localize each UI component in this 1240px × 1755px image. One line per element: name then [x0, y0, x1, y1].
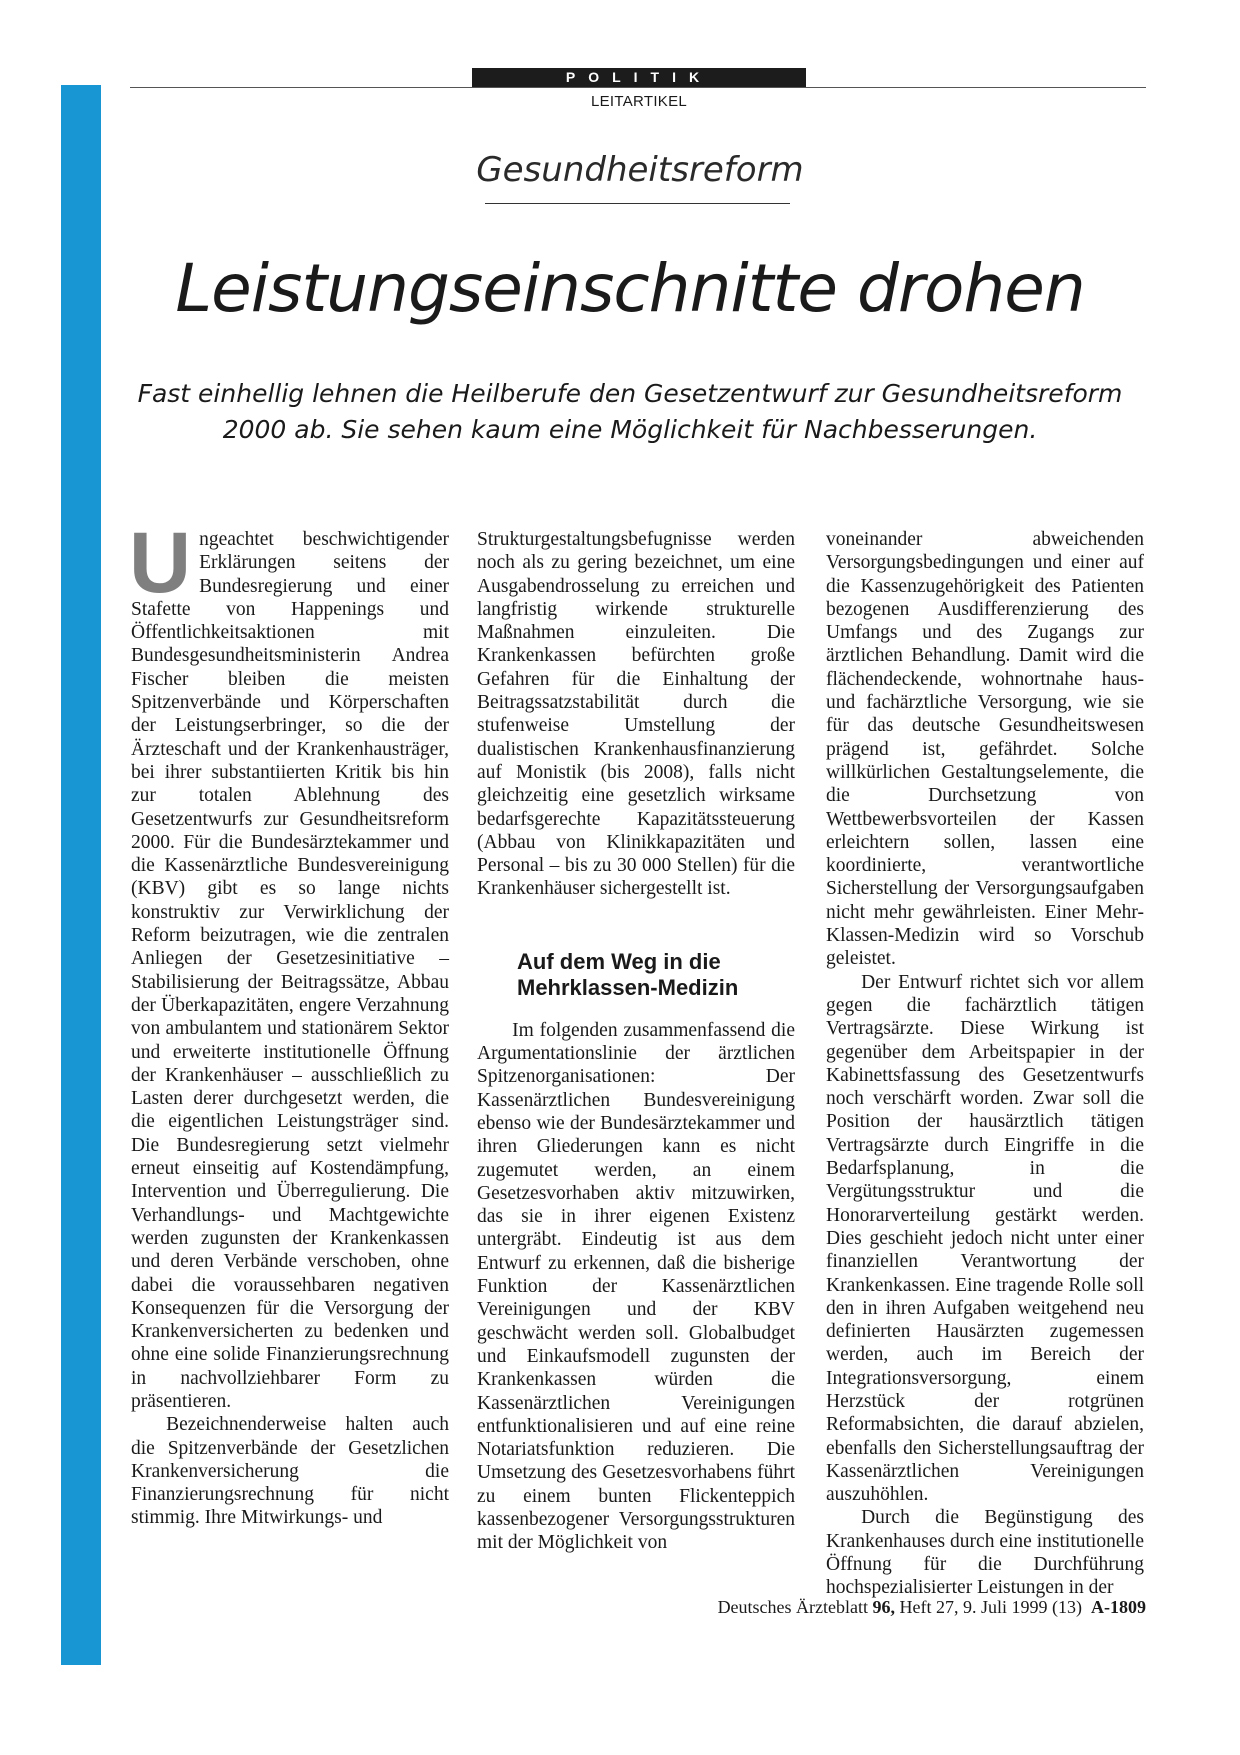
- side-color-bar: [61, 85, 101, 1665]
- page-footer: [600, 1597, 1146, 1618]
- issue-info: Heft 27, 9. Juli 1999 (13): [899, 1597, 1082, 1617]
- paragraph: voneinander abweichenden Versorgungsbedingungen und einer auf die Kassenzugehörigkeit des Patienten bezogenen Ausdifferenzierung des Umfangs und des Zugangs zur ärztlichen Behandlung. Damit wird die flächendeckende, wohnortnahe haus- und fachärztliche Versorgung, wie sie für das deutsche Gesundheitswesen prägend ist, gefährdet. Solche willkürlichen Gestaltungselemente, die die Durchsetzung von Wettbewerbsvorteilen der Kassen erleichtern sollen, lassen eine koordinierte, verantwortliche Sicherstellung der Versorgungsaufgaben nicht mehr gewährleisten. Einer Mehr-Klassen-Medizin wird so Vorschub geleistet.: [826, 529, 1144, 970]
- article-rubric: Gesundheitsreform: [476, 150, 804, 190]
- subheading-line: Auf dem Weg in die: [517, 948, 721, 974]
- subheading-line: Mehrklassen-Medizin: [517, 974, 739, 1000]
- paragraph: Der Entwurf richtet sich vor allem gegen die fachärztlich tätigen Vertragsärzte. Diese Wirkung ist gegenüber dem Arbeitspapier in der Kabinettsfassung des Gesetzentwurfs noch verschärft worden. Zwar soll die Position der hausärztlich tätigen Vertragsärzte durch Eingriffe in die Bedarfsplanung, in die Vergütungsstruktur und die Honorarverteilung gestärkt werden. Dies geschieht jedoch nicht unter einer finanziellen Verantwortung der Krankenkassen. Eine tragende Rolle soll den in ihren Aufgaben weitgehend neu definierten Hausärzten zugemessen werden, auch im Bereich der Integrationsversorgung, einem Herzstück der rotgrünen Reformabsichten, die darauf abzielen, ebenfalls den Sicherstellungsauftrag der Kassenärztlichen Vereinigungen auszuhöhlen.: [826, 971, 1144, 1506]
- journal-name: Deutsches Ärzteblatt: [717, 1597, 869, 1617]
- page-number: A-1809: [1091, 1597, 1146, 1617]
- paragraph: Durch die Begünstigung des Krankenhauses durch eine institutionelle Öffnung für die Durchführung hochspezialisierter Leistungen in der: [826, 1507, 1144, 1599]
- drop-cap: U: [129, 515, 192, 611]
- rubric-underline: [485, 203, 790, 204]
- paragraph: ngeachtet beschwichtigender Erklärungen seitens der Bundesregierung und einer Stafette von Happenings und Öffentlichkeitsaktionen mit Bundesgesundheitsministerin Andrea Fischer bleiben die meisten Spitzenverbände und Körperschaften der Leistungserbringer, so die der Ärzteschaft und der Krankenhausträger, bei ihrer substantiierten Kritik bis hin zur totalen Ablehnung des Gesetzentwurfs zur Gesundheitsreform 2000. Für die Bundesärztekammer und die Kassenärztliche Bundesvereinigung (KBV) gibt es so lange nichts konstruktiv zur Verwirklichung der Reform beizutragen, wie die zentralen Anliegen der Gesetzesinitiative – Stabilisierung der Beitragssätze, Abbau der Überkapazitäten, engere Verzahnung von ambulantem und stationärem Sektor und erweiterte institutionelle Öffnung der Krankenhäuser – ausschließlich zu Lasten derer durchgesetzt werden, die die eigentlichen Leistungsträger sind. Die Bundesregierung setzt vielmehr erneut einseitig auf Kostendämpfung, Intervention und Überregulierung. Die Verhandlungs- und Machtgewichte werden zugunsten der Krankenkassen und deren Verbände verschoben, ohne dabei die voraussehbaren negativen Konsequenzen für die Versorgung der Krankenversicherten zu bedenken und ohne eine solide Finanzierungsrechnung in nachvollziehbarer Form zu präsentieren.: [131, 529, 449, 1412]
- text-column-1: [129, 515, 449, 1568]
- paragraph: Bezeichnenderweise halten auch die Spitzenverbände der Gesetzlichen Krankenversicherung die Finanzierungsrechnung für nicht stimmig. Ihre Mitwirkungs- und: [131, 1414, 449, 1529]
- kicker-label: LEITARTIKEL: [590, 93, 688, 110]
- article-lead: Fast einhellig lehnen die Heilberufe den Gesetzentwurf zur Gesundheitsreform 2000 ab. Sie sehen kaum eine Möglichkeit für Nachbesserungen.: [137, 379, 1123, 444]
- text-column-3: [826, 528, 1144, 1599]
- paragraph: Im folgenden zusammenfassend die Argumentationslinie der ärztlichen Spitzenorganisationen: Der Kassenärztlichen Bundesvereinigung ebenso wie der Bundesärztekammer und ihren Gliederungen kann es nicht zugemutet werden, an einem Gesetzesvorhaben aktiv mitzuwirken, das sie in ihrer eigenen Existenz untergräbt. Eindeutig ist aus dem Entwurf zu erkennen, daß die bisherige Funktion der Kassenärztlichen Vereinigungen und der KBV geschwächt werden soll. Globalbudget und Einkaufsmodell zugunsten der Krankenkassen würden die Kassenärztlichen Vereinigungen entfunktionalisieren und auf eine reine Notariatsfunktion reduzieren. Die Umsetzung des Gesetzesvorhabens führt zu einem bunten Flickenteppich kassenbezogener Versorgungsstrukturen mit der Möglichkeit von: [477, 1019, 795, 1554]
- article-headline: Leistungseinschnitte drohen: [175, 250, 1085, 327]
- header-rule: [130, 87, 1146, 88]
- text-column-2: [477, 528, 795, 1568]
- paragraph: Strukturgestaltungsbefugnisse werden noch als zu gering bezeichnet, um eine Ausgabendrosselung zu erreichen und langfristig wirkende strukturelle Maßnahmen einzuleiten. Die Krankenkassen befürchten große Gefahren für die Einhaltung der Beitragssatzstabilität durch die stufenweise Umstellung der dualistischen Krankenhausfinanzierung auf Monistik (bis 2008), falls nicht gleichzeitig eine gesetzlich wirksame bedarfsgerechte Kapazitätssteuerung (Abbau von Klinikkapazitäten und Personal – bis zu 30 000 Stellen) für die Krankenhäuser sichergestellt ist.: [477, 529, 795, 900]
- journal-volume: 96,: [872, 1597, 896, 1617]
- subheading: [517, 949, 795, 1001]
- section-label: POLITIK: [472, 68, 806, 87]
